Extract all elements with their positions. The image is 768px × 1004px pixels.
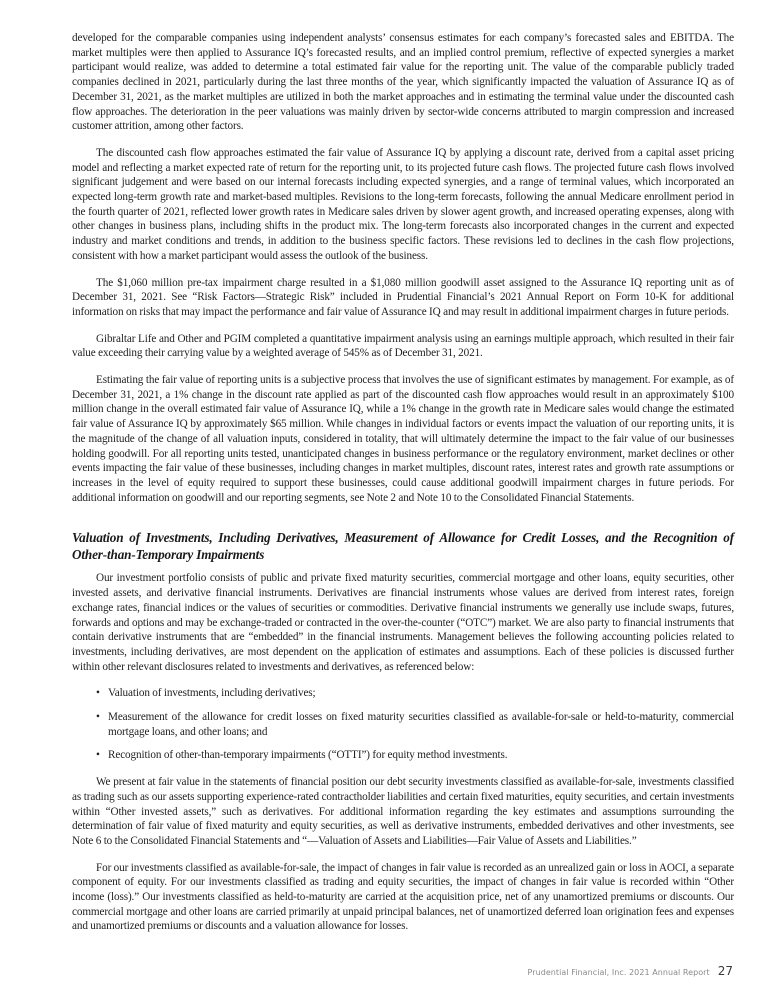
bullet-item <box>72 710 734 739</box>
paragraph-gibraltar-pgim: Gibraltar Life and Other and PGIM completed a quantitative impairment analysis using an earnings multiple approach, which resulted in their fair value exceeding their carrying value by a weighted average of 545% as of December 31, 2021. <box>72 332 734 360</box>
bullet-icon: • <box>96 749 100 762</box>
paragraph-available-for-sale: For our investments classified as available-for-sale, the impact of changes in fair value is recorded as an unrealized gain or loss in AOCI, a separate component of equity. For our investments classified as trading and equity securities, the impact of changes in fair value is recorded within “Other income (loss).” Our investments classified as held-to-maturity are carried at the acquisition price, net of any unamortized premiums or discounts. Our commercial mortgage and other loans are carried primarily at unpaid principal balances, net of unamortized deferred loan origination fees and expenses and unamortized premiums or discounts and a valuation allowance for losses. <box>72 861 734 933</box>
page-number: 27 <box>717 964 733 978</box>
paragraph-discounted-cash-flow: The discounted cash flow approaches estimated the fair value of Assurance IQ by applying a discount rate, derived from a capital asset pricing model and reflecting a market expected rate of return for the reporting unit, to its projected future cash flows. The projected future cash flows involved significant judgement and were based on our internal forecasts including expected synergies, and a range of terminal values, which incorporated an expected long-term growth rate and market-based multiples. Revisions to the long-term forecasts, following the annual Medicare enrollment period in the fourth quarter of 2021, reflected lower growth rates in Medicare sales driven by slower agent growth, and increased operating expenses, along with other changes in business plans, including shifts in the product mix. The long-term forecasts also incorporated changes in the current and expected industry and market conditions and trends, in addition to the business specific factors. These revisions led to declines in the cash flow projections, consistent with how a market participant would assess the outlook of the business. <box>72 146 734 262</box>
paragraph-fair-value-presentation: We present at fair value in the statements of financial position our debt security investments classified as available-for-sale, investments classified as trading such as our assets supporting experience-rated contractholder liabilities and certain fixed maturities, equity securities, and certain investments within “Other invested assets,” such as derivatives. For additional information regarding the key estimates and assumptions surrounding the determination of fair value of fixed maturity and equity securities, as well as derivative instruments, embedded derivatives and other investments, see Note 6 to the Consolidated Financial Statements and “—Valuation of Assets and Liabilities—Fair Value of Assets and Liabilities.” <box>72 776 734 847</box>
bullet-icon: • <box>96 687 100 700</box>
paragraph-comparable-companies: developed for the comparable companies using independent analysts’ consensus estimates for each company’s forecasted sales and EBITDA. The market multiples were then applied to Assurance IQ’s forecasted results, and an implied control premium, reflective of expected synergies a market participant would realize, was added to determine a total estimated fair value for the reporting unit. The value of the comparable publicly traded companies declined in 2021, particularly during the last three months of the year, which significantly impacted the valuation of Assurance IQ as of December 31, 2021, as the market multiples are utilized in both the market approaches and in estimating the terminal value under the discounted cash flow approaches. The deterioration in the peer valuations was mainly driven by sector-wide concerns attributed to margin compression and increased customer attrition, among other factors. <box>72 32 734 133</box>
bullet-item <box>72 686 734 701</box>
section-heading: Valuation of Investments, Including Derivatives, Measurement of Allowance for Credit Losses, and the Recognition of Other-than-Temporary Impairments <box>72 530 734 563</box>
bullet-text: Recognition of other-than-temporary impairments (“OTTI”) for equity method investments. <box>108 749 508 762</box>
paragraph-investment-portfolio: Our investment portfolio consists of public and private fixed maturity securities, commercial mortgage and other loans, equity securities, other invested assets, and derivative financial instruments. Derivatives are financial instruments whose values are derived from interest rates, foreign exchange rates, financial indices or the values of securities or commodities. Derivative financial instruments we generally use include swaps, futures, forwards and options and may be exchange-traded or contracted in the over-the-counter (“OTC”) market. We are also party to financial instruments that contain derivative instruments that are “embedded” in the financial instruments. Management believes the following accounting policies related to investments, including derivatives, are most dependent on the application of estimates and assumptions. Each of these policies is discussed further within other relevant disclosures related to investments and derivatives, as referenced below: <box>72 572 734 673</box>
document-page <box>72 31 734 946</box>
bullet-text: Valuation of investments, including derivatives; <box>108 687 316 700</box>
paragraph-estimating-fair-value: Estimating the fair value of reporting units is a subjective process that involves the use of significant estimates by management. For example, as of December 31, 2021, a 1% change in the discount rate applied as part of the discounted cash flow approaches would result in an approximately $100 million change in the overall estimated fair value of Assurance IQ, while a 1% change in the growth rate in Medicare sales would change the estimated fair value of Assurance IQ by approximately $65 million. While changes in individual factors or events impact the valuation of our reporting units, it is the magnitude of the change of all valuation inputs, considered in totality, that will ultimately determine the impact to the fair value of our businesses holding goodwill. For all reporting units tested, unanticipated changes in business performance or the regulatory environment, market declines or other events impacting the fair value of these businesses, including changes in market multiples, discount rates, interest rates and growth rate assumptions or increases in the level of equity required to support these businesses, could cause additional goodwill impairment charges in future periods. For additional information on goodwill and our reporting segments, see Note 2 and Note 10 to the Consolidated Financial Statements. <box>72 374 734 504</box>
bullet-item <box>72 748 734 763</box>
page-footer <box>528 964 733 978</box>
bullet-text: Measurement of the allowance for credit losses on fixed maturity securities classified as available-for-sale or held-to-maturity, commercial mortgage loans, and other loans; and <box>108 711 734 738</box>
bullet-icon: • <box>96 711 100 724</box>
paragraph-impairment-charge: The $1,060 million pre-tax impairment charge resulted in a $1,080 million goodwill asset assigned to the Assurance IQ reporting unit as of December 31, 2021. See “Risk Factors—Strategic Risk” included in Prudential Financial’s 2021 Annual Report on Form 10-K for additional information on risks that may impact the performance and fair value of Assurance IQ and may result in additional impairment charges in future periods. <box>72 276 734 318</box>
footer-report-name: Prudential Financial, Inc. 2021 Annual Report <box>527 968 710 977</box>
policy-bullet-list <box>72 686 734 763</box>
